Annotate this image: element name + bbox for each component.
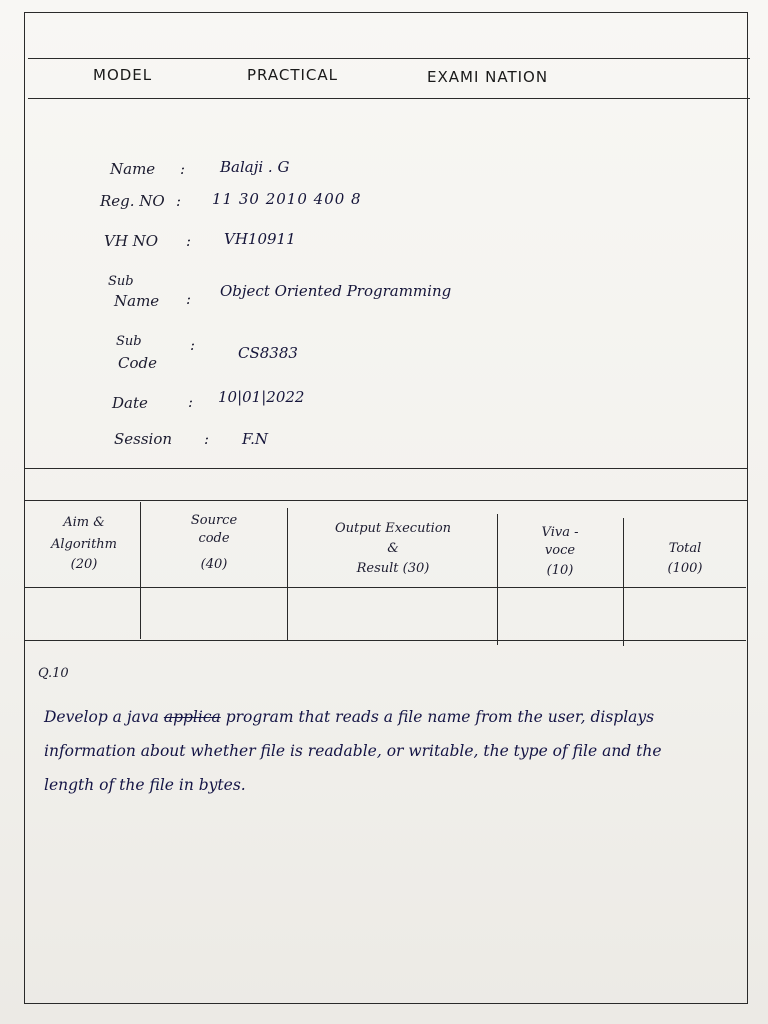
- header-viva-voce: [500, 524, 620, 580]
- reg-no-value: 11 30 2010 400 8: [212, 190, 362, 208]
- header-aim-algorithm: [30, 514, 138, 574]
- name-separator: :: [180, 160, 186, 178]
- sub-name-label-line1: Sub: [108, 274, 134, 289]
- date-value: 10|01|2022: [218, 388, 305, 406]
- vh-no-value: VH10911: [224, 230, 296, 248]
- source-line2: code: [198, 531, 230, 546]
- table-rule-1: [24, 468, 748, 469]
- table-divider-3: [497, 514, 498, 645]
- header-word-examination: EXAMI NATION: [427, 68, 549, 86]
- table-divider-2: [287, 508, 288, 641]
- sub-code-separator: :: [190, 336, 196, 354]
- header-source-code: [144, 512, 284, 574]
- table-rule-2: [24, 500, 748, 501]
- table-divider-1: [140, 502, 141, 639]
- header-word-model: MODEL: [93, 66, 153, 84]
- question-text-rest: program that reads a file name from the user, displays information about whether file is readable, or writable, the type of file and the length of the file in bytes.: [44, 708, 662, 794]
- sub-name-label-line2: Name: [114, 292, 160, 310]
- sub-code-label-line1: Sub: [116, 334, 142, 349]
- header-top-rule: [28, 58, 750, 59]
- viva-line3: (10): [546, 563, 574, 578]
- header-total: [626, 540, 744, 578]
- aim-line1: Aim &: [63, 515, 105, 530]
- session-value: F.N: [242, 430, 268, 448]
- name-label: Name: [110, 160, 156, 178]
- vh-no-separator: :: [186, 232, 192, 250]
- source-line1: Source: [190, 513, 238, 528]
- question-text: [44, 700, 694, 802]
- aim-line3: (20): [70, 557, 98, 572]
- session-separator: :: [204, 430, 210, 448]
- table-rule-3: [24, 587, 746, 588]
- vh-no-label: VH NO: [104, 232, 159, 250]
- output-line1: Output Execution: [334, 521, 452, 536]
- viva-line1: Viva -: [541, 525, 579, 540]
- sub-name-value: Object Oriented Programming: [220, 282, 452, 300]
- sub-name-separator: :: [186, 290, 192, 308]
- output-line3: Result (30): [356, 561, 430, 576]
- name-value: Balaji . G: [220, 158, 290, 176]
- table-rule-4: [24, 640, 746, 641]
- total-line2: (100): [667, 561, 703, 576]
- viva-line2: voce: [544, 543, 576, 558]
- header-output-execution: [292, 520, 494, 578]
- output-line2: &: [387, 541, 399, 556]
- header-bottom-rule: [28, 98, 750, 99]
- date-separator: :: [188, 393, 194, 411]
- sub-code-value: CS8383: [238, 344, 298, 362]
- reg-no-label: Reg. NO: [100, 192, 165, 210]
- header-word-practical: PRACTICAL: [247, 66, 339, 84]
- aim-line2: Algorithm: [51, 537, 117, 552]
- sub-code-label-line2: Code: [118, 354, 157, 372]
- reg-no-separator: :: [176, 192, 182, 210]
- question-text-start: Develop a java: [44, 708, 159, 726]
- session-label: Session: [114, 430, 173, 448]
- struck-word: applica: [163, 708, 221, 726]
- question-number: Q.10: [38, 666, 69, 681]
- total-line1: Total: [668, 541, 702, 556]
- date-label: Date: [112, 394, 148, 412]
- table-divider-4: [623, 518, 624, 646]
- source-line3: (40): [200, 557, 228, 572]
